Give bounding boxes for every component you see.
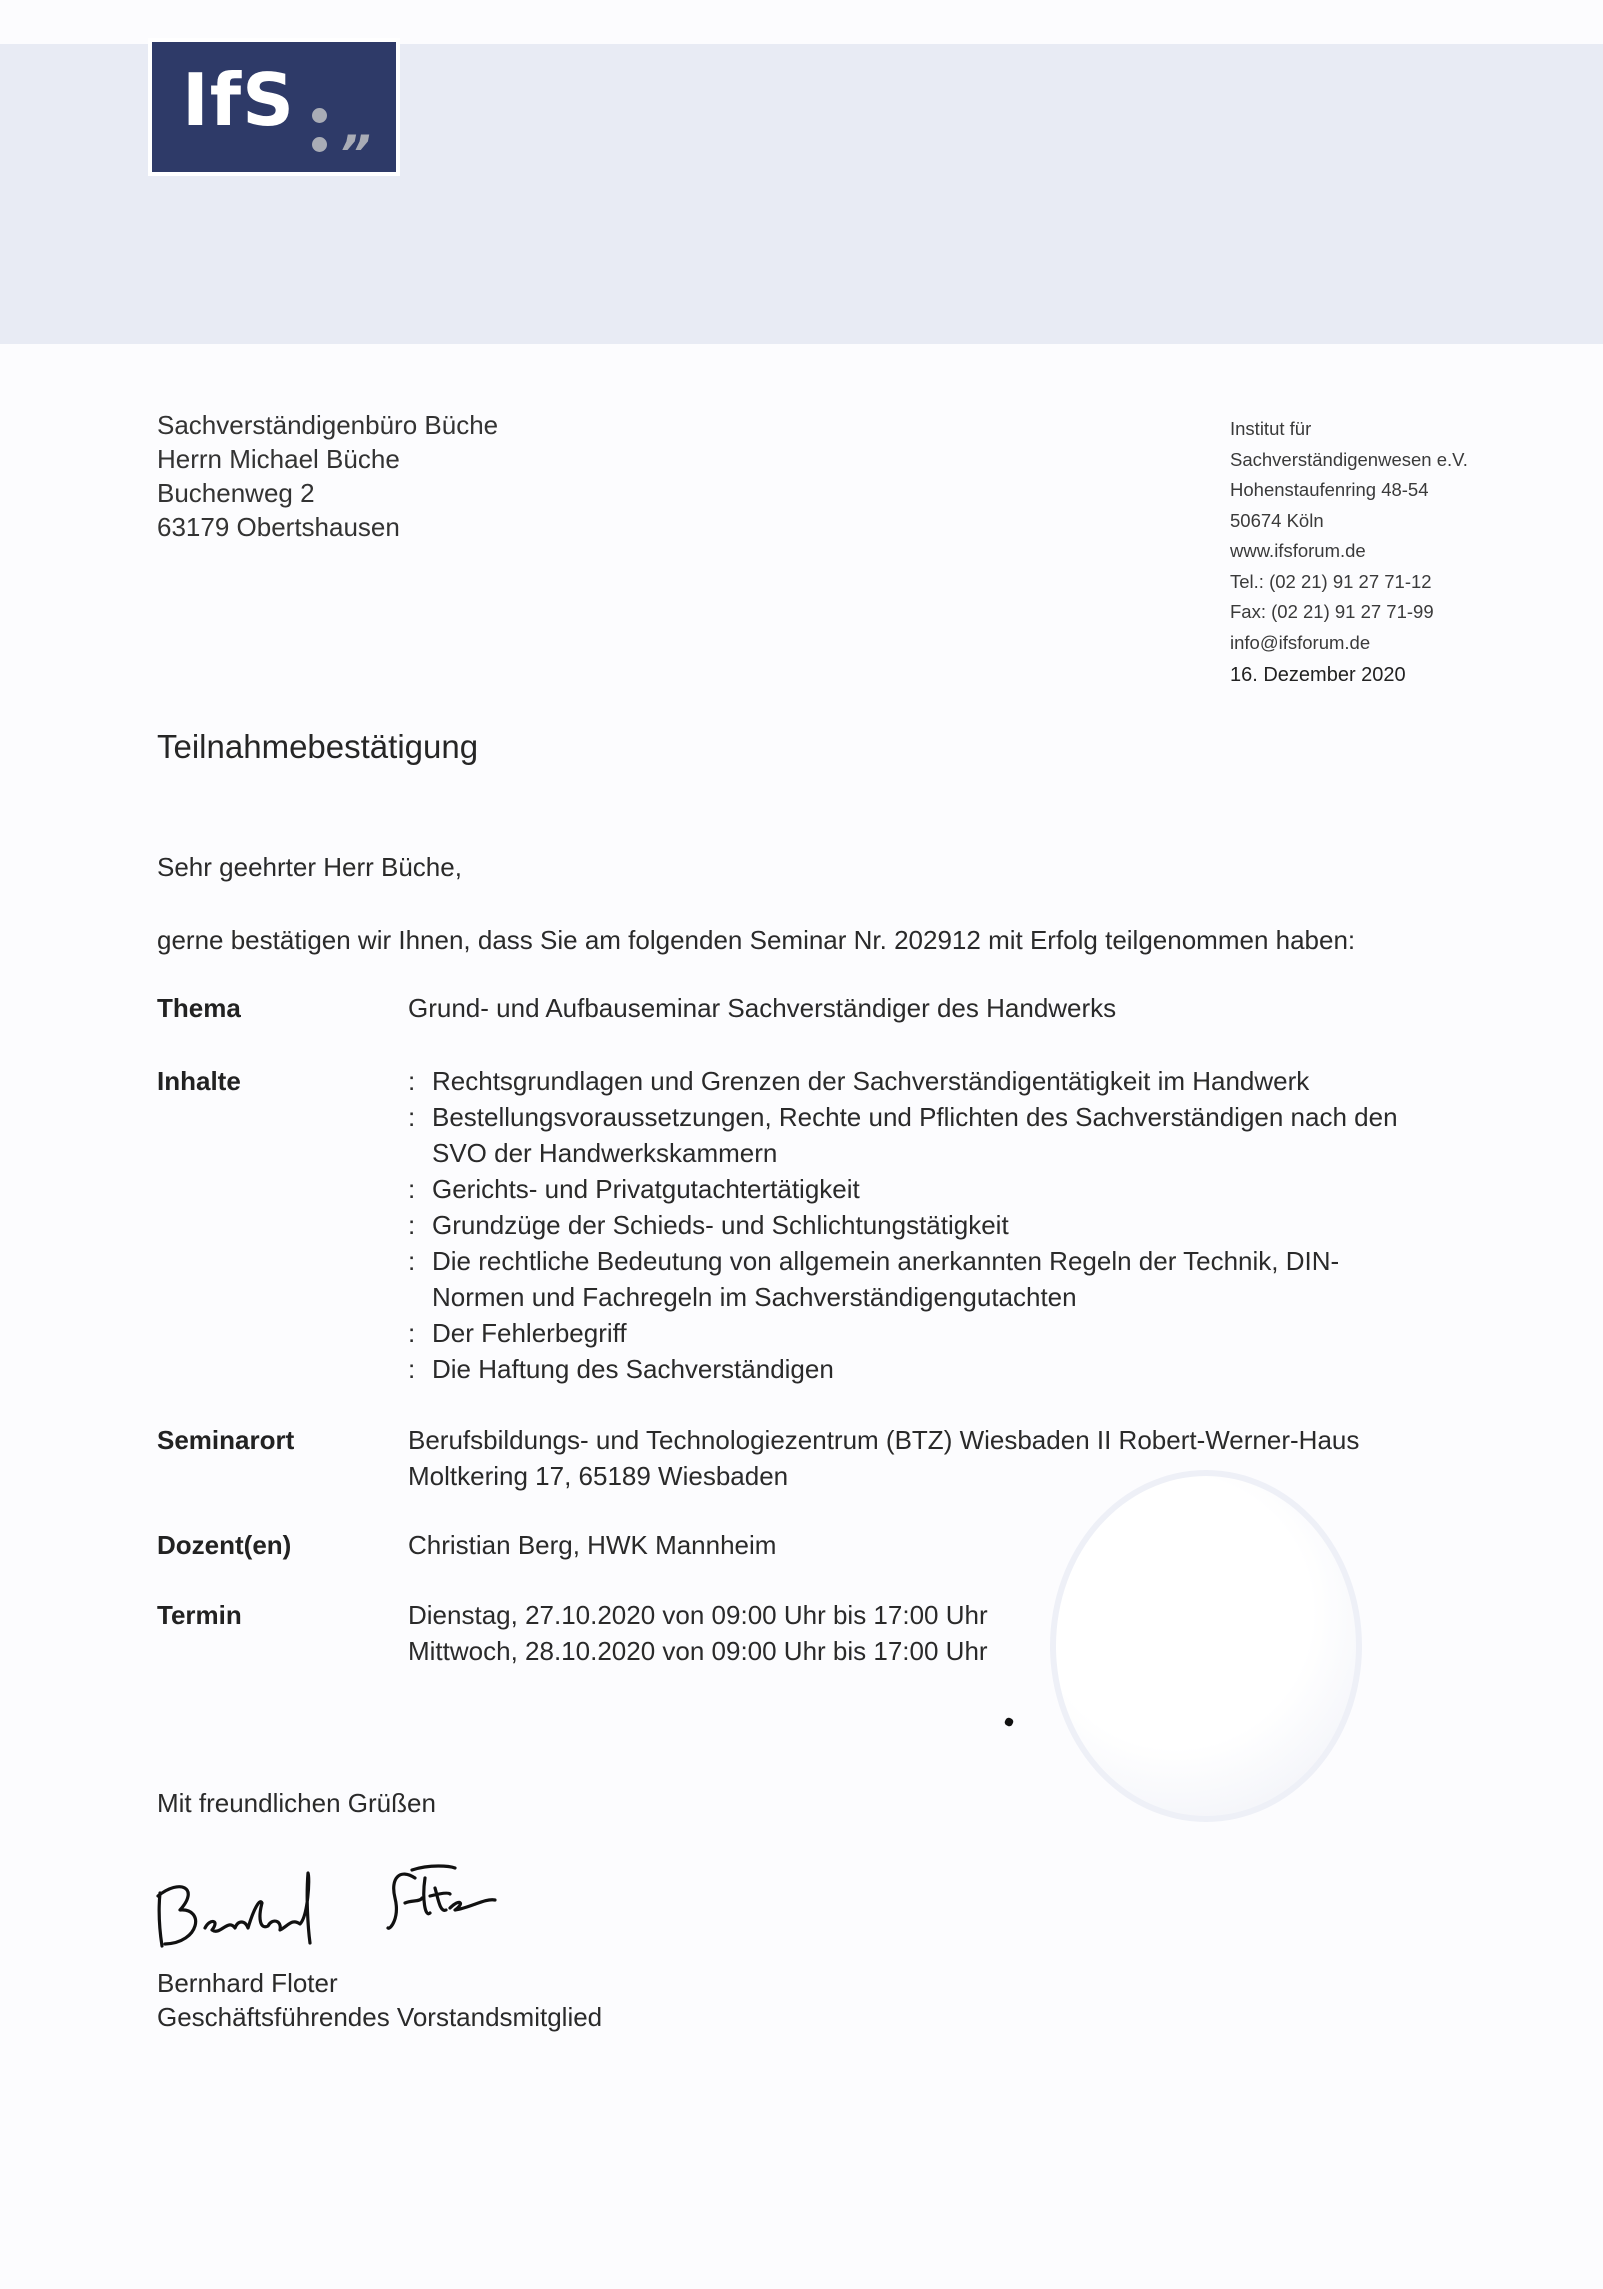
recipient-line: 63179 Obertshausen: [157, 512, 400, 542]
subject-heading: Teilnahmebestätigung: [157, 728, 479, 765]
sender-website-link[interactable]: www.ifsforum.de: [1230, 540, 1366, 561]
sender-email-link[interactable]: info@ifsforum.de: [1230, 631, 1371, 653]
logo-quote-icon: „: [344, 98, 377, 156]
sender-line: Sachverständigenwesen e.V.: [1230, 448, 1468, 470]
logo-colon-icon: [312, 108, 327, 166]
recipient-line: Herrn Michael Büche: [157, 444, 400, 474]
handwritten-signature: [150, 1858, 540, 1958]
list-item: : Rechtsgrundlagen und Grenzen der Sachverständigentätigkeit im Handwerk: [408, 1063, 1418, 1099]
label-seminarort: Seminarort: [157, 1425, 295, 1455]
list-item: : Die Haftung des Sachverständigen: [408, 1351, 1418, 1387]
list-item: : Grundzüge der Schieds- und Schlichtungstätigkeit: [408, 1207, 1418, 1243]
sender-line: Hohenstaufenring 48-54: [1230, 479, 1429, 500]
bullet-colon: :: [408, 1210, 416, 1240]
value-dozent: Christian Berg, HWK Mannheim: [408, 1530, 777, 1560]
scan-speck: [1004, 1717, 1015, 1728]
recipient-address: [157, 408, 498, 544]
sender-block: [1230, 414, 1468, 691]
termin-line: Mittwoch, 28.10.2020 von 09:00 Uhr bis 17:00 Uhr: [408, 1636, 988, 1666]
bullet-colon: :: [408, 1318, 416, 1348]
salutation: Sehr geehrter Herr Büche,: [157, 852, 462, 882]
termin-line: Dienstag, 27.10.2020 von 09:00 Uhr bis 17:00 Uhr: [408, 1600, 988, 1630]
label-termin: Termin: [157, 1600, 242, 1630]
logo-box: [152, 42, 396, 172]
label-dozent: Dozent(en): [157, 1530, 292, 1560]
intro-paragraph: gerne bestätigen wir Ihnen, dass Sie am folgenden Seminar Nr. 202912 mit Erfolg teilgenommen haben:: [157, 925, 1356, 955]
sender-fax: Fax: (02 21) 91 27 71-99: [1230, 601, 1434, 622]
ifs-logo: [148, 38, 400, 176]
value-thema: Grund- und Aufbauseminar Sachverständiger des Handwerks: [408, 993, 1117, 1023]
signer-title: Geschäftsführendes Vorstandsmitglied: [157, 2002, 603, 2032]
bullet-colon: :: [408, 1102, 416, 1132]
list-item: : Der Fehlerbegriff: [408, 1315, 1418, 1351]
seminarort-line: Berufsbildungs- und Technologiezentrum (BTZ) Wiesbaden II Robert-Werner-Haus: [408, 1425, 1360, 1455]
list-item: : Gerichts- und Privatgutachtertätigkeit: [408, 1171, 1418, 1207]
closing: Mit freundlichen Grüßen: [157, 1788, 436, 1818]
label-inhalte: Inhalte: [157, 1066, 241, 1096]
signer-name: Bernhard Floter: [157, 1968, 338, 1998]
recipient-line: Buchenweg 2: [157, 478, 315, 508]
letter-date: 16. Dezember 2020: [1230, 664, 1406, 686]
bullet-colon: :: [408, 1174, 416, 1204]
bullet-colon: :: [408, 1066, 416, 1096]
label-thema: Thema: [157, 993, 241, 1023]
recipient-line: Sachverständigenbüro Büche: [157, 410, 499, 440]
sender-line: Institut für: [1230, 418, 1312, 439]
bullet-colon: :: [408, 1354, 416, 1384]
signer-block: [157, 1966, 602, 2034]
inhalte-list: [408, 1063, 1418, 1387]
list-item: : Bestellungsvoraussetzungen, Rechte und Pflichten des Sachverständigen nach den SVO der Handwerkskammern: [408, 1099, 1432, 1171]
list-item: : Die rechtliche Bedeutung von allgemein anerkannten Regeln der Technik, DIN-Normen und Fachregeln im Sachverständigengutachten: [408, 1243, 1402, 1315]
logo-text: IfS: [182, 58, 295, 142]
seminarort-line: Moltkering 17, 65189 Wiesbaden: [408, 1461, 789, 1491]
sender-line: 50674 Köln: [1230, 509, 1324, 531]
bullet-colon: :: [408, 1246, 416, 1276]
sender-phone: Tel.: (02 21) 91 27 71-12: [1230, 570, 1432, 592]
